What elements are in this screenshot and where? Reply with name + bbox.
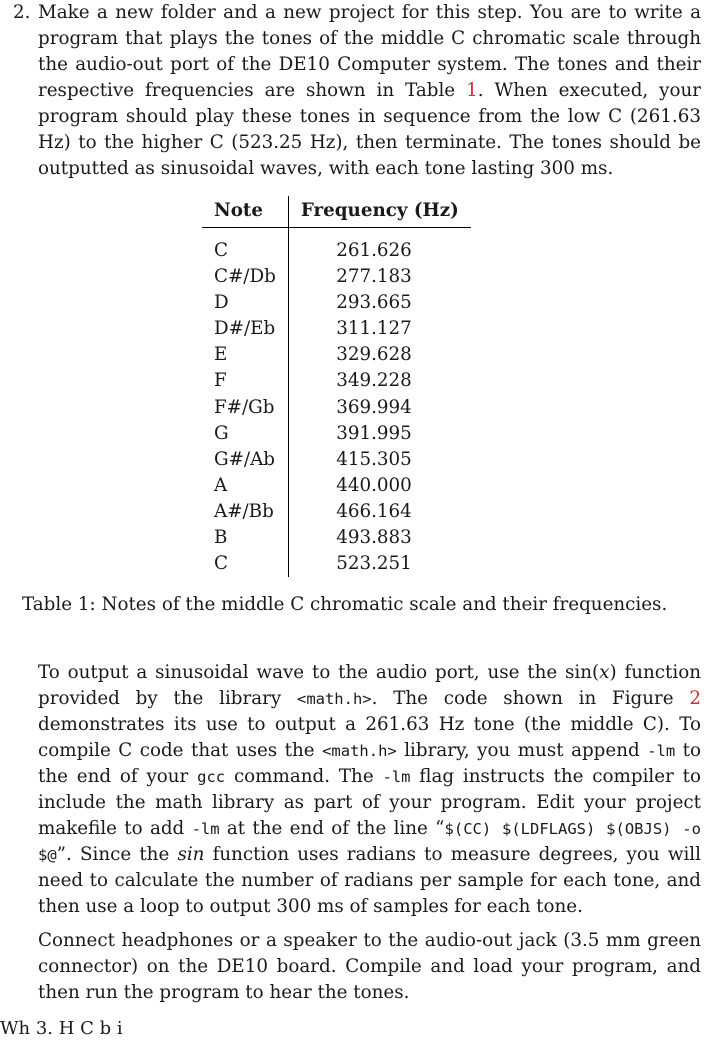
table-row: [202, 316, 471, 342]
gcc-code: gcc: [197, 768, 226, 786]
note-cell: A: [214, 474, 228, 496]
problem-2-paragraph: [13, 0, 701, 182]
text-run: flag instructs the compiler to include the math library as part of your program. Edit your project makefile to add: [38, 766, 701, 839]
frequency-table: [202, 196, 471, 577]
lm-flag-code: -lm: [191, 820, 220, 838]
table-row: [202, 228, 471, 265]
text-run: ) function provided by the library: [38, 662, 701, 709]
table-row: [202, 342, 471, 368]
headphones-paragraph: Connect headphones or a speaker to the audio-out jack (3.5 mm green connector) on the DE10 board. Compile and load your program, and then run the program to hear the tones.: [38, 930, 701, 1003]
frequency-cell: 415.305: [288, 447, 471, 473]
frequency-cell: 440.000: [288, 473, 471, 499]
note-cell: D#/Eb: [214, 318, 276, 340]
frequency-cell: 349.228: [288, 368, 471, 394]
table-header-row: [202, 196, 471, 228]
frequency-cell: 311.127: [288, 316, 471, 342]
sin-instructions-paragraph: [38, 660, 701, 920]
note-cell: C: [214, 240, 228, 261]
text-run: command. The: [225, 766, 383, 787]
intro-text-b: . When executed, your program should play these tones in sequence from the low C (261.63 Hz) to the higher C (523.25 Hz), then terminate. The tones should be outputted as sinusoidal waves, with each tone lasting 300 ms.: [38, 80, 701, 179]
lm-flag-code: -lm: [382, 768, 411, 786]
text-run: at the end of the line “: [219, 818, 445, 839]
table-row: [202, 421, 471, 447]
note-cell: F#/Gb: [214, 396, 275, 418]
note-cell: G#/Ab: [214, 448, 275, 470]
text-run: ”. Since the: [56, 844, 178, 865]
math-library-code: <math.h>: [296, 690, 372, 708]
lm-flag-code: -lm: [647, 742, 676, 760]
table-row: [202, 525, 471, 551]
cutoff-next-line: Wh 3. H C b i: [0, 1018, 123, 1039]
note-cell: D: [214, 292, 229, 314]
text-run: function uses radians to measure degrees, you will need to calculate the number of radians per sample for each tone, and then use a loop to output 300 ms of samples for each tone.: [38, 844, 702, 917]
frequency-cell: 277.183: [288, 264, 471, 290]
math-library-code: <math.h>: [322, 742, 397, 760]
table-row: [202, 473, 471, 499]
table-row: [202, 368, 471, 394]
note-cell: C#/Db: [214, 266, 276, 288]
text-run: demonstrates its use to output a 261.63 Hz tone (the middle C). To compile C code that uses the: [38, 714, 701, 761]
makefile-line-code: $(CC) $(LDFLAGS) $(OBJS) -o $@: [38, 820, 701, 864]
table-row: [202, 264, 471, 290]
text-run: . The code shown in Figure: [371, 688, 690, 709]
note-cell: E: [214, 344, 228, 366]
table-reference-link[interactable]: 1: [466, 80, 478, 101]
note-cell: G: [214, 422, 229, 444]
math-variable-x: x: [599, 662, 610, 683]
table-row: [202, 395, 471, 421]
table-row: [202, 290, 471, 316]
text-run: to the end of your: [38, 740, 701, 787]
problem-number: 2.: [13, 2, 31, 23]
header-frequency: Frequency (Hz): [288, 196, 471, 228]
note-cell: A#/Bb: [214, 500, 274, 522]
frequency-cell: 493.883: [288, 525, 471, 551]
table-row: [202, 447, 471, 473]
frequency-cell: 391.995: [288, 421, 471, 447]
frequency-cell: 329.628: [288, 342, 471, 368]
frequency-cell: 369.994: [288, 395, 471, 421]
frequency-cell: 523.251: [288, 551, 471, 577]
note-cell: B: [214, 527, 228, 549]
note-cell: F: [214, 370, 227, 392]
text-run: library, you must append: [396, 740, 648, 761]
table-caption: Table 1: Notes of the middle C chromatic scale and their frequencies.: [22, 594, 668, 615]
frequency-cell: 293.665: [288, 290, 471, 316]
table-row: [202, 551, 471, 577]
note-cell: C: [214, 553, 228, 575]
intro-text-a: Make a new folder and a new project for this step. You are to write a program that plays the tones of the middle C chromatic scale through the audio-out port of the DE10 Computer system. The tones and their respective frequencies are shown in Table: [38, 2, 701, 101]
figure-reference-link[interactable]: 2: [689, 688, 701, 709]
table-row: [202, 499, 471, 525]
header-note: Note: [214, 200, 263, 221]
frequency-cell: 466.164: [288, 499, 471, 525]
sin-word: sin: [177, 844, 205, 865]
text-run: To output a sinusoidal wave to the audio port, use the sin(: [38, 662, 600, 683]
frequency-cell: 261.626: [288, 228, 471, 265]
